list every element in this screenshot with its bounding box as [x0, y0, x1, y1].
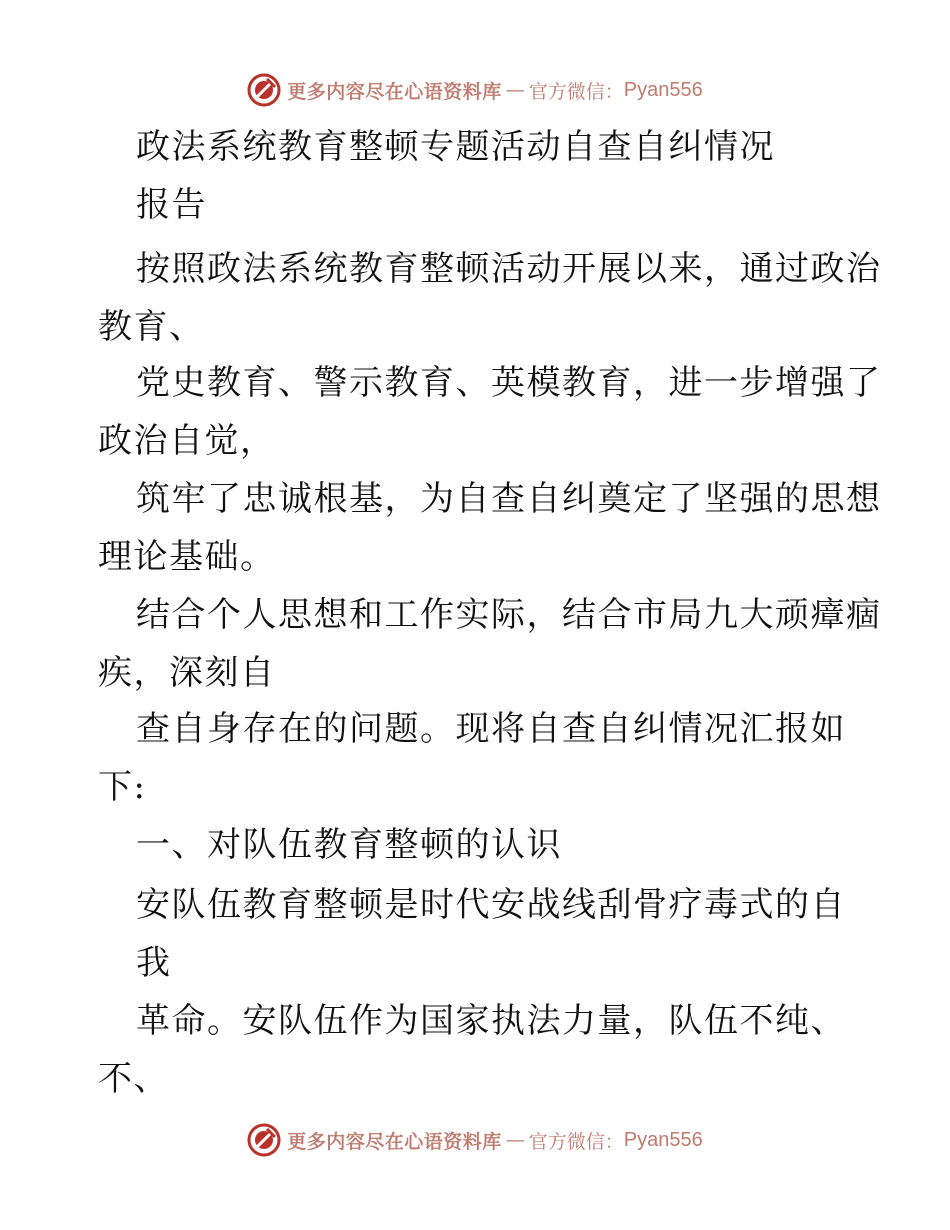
doc-paragraph-line: 查自身存在的问题。现将自查自纠情况汇报如 [136, 709, 846, 749]
doc-section-heading: 一、对队伍教育整顿的认识 [136, 825, 562, 865]
watermark-wechat-label: 官方微信： [528, 1130, 624, 1153]
doc-paragraph-line: 政治自觉， [98, 421, 276, 461]
doc-paragraph-line: 按照政法系统教育整顿活动开展以来，通过政治 [136, 249, 882, 289]
watermark-separator: — [505, 1129, 525, 1151]
doc-paragraph-line: 疾，深刻自 [98, 653, 276, 693]
watermark-wechat-label: 官方微信： [528, 80, 624, 103]
doc-paragraph-line: 革命。安队伍作为国家执法力量，队伍不纯、 [136, 1001, 846, 1041]
doc-paragraph-line: 下: [98, 767, 147, 807]
header-watermark [0, 70, 950, 110]
doc-paragraph-line: 不、 [98, 1059, 169, 1099]
doc-paragraph-line: 理论基础。 [98, 537, 276, 577]
doc-title-line-1: 政法系统教育整顿专题活动自查自纠情况 [136, 127, 775, 167]
seal-logo-icon [247, 73, 281, 107]
doc-paragraph-line: 筑牢了忠诚根基，为自查自纠奠定了坚强的思想 [136, 479, 882, 519]
watermark-separator: — [505, 79, 525, 101]
doc-paragraph-line: 结合个人思想和工作实际，结合市局九大顽瘴痼 [136, 595, 882, 635]
doc-paragraph-line: 教育、 [98, 307, 205, 347]
doc-paragraph-line: 我 [136, 943, 172, 983]
doc-title-line-2: 报告 [136, 185, 207, 225]
seal-logo-icon [247, 1123, 281, 1157]
watermark-text: 更多内容尽在心语资料库 [287, 80, 502, 103]
watermark-text: 更多内容尽在心语资料库 [287, 1130, 502, 1153]
doc-paragraph-line: 安队伍教育整顿是时代安战线刮骨疗毒式的自 [136, 885, 846, 925]
watermark-wechat-id: Pyan556 [623, 1128, 703, 1151]
doc-paragraph-line: 党史教育、警示教育、英模教育，进一步增强了 [136, 363, 882, 403]
watermark-wechat-id: Pyan556 [623, 78, 703, 101]
footer-watermark [0, 1120, 950, 1160]
